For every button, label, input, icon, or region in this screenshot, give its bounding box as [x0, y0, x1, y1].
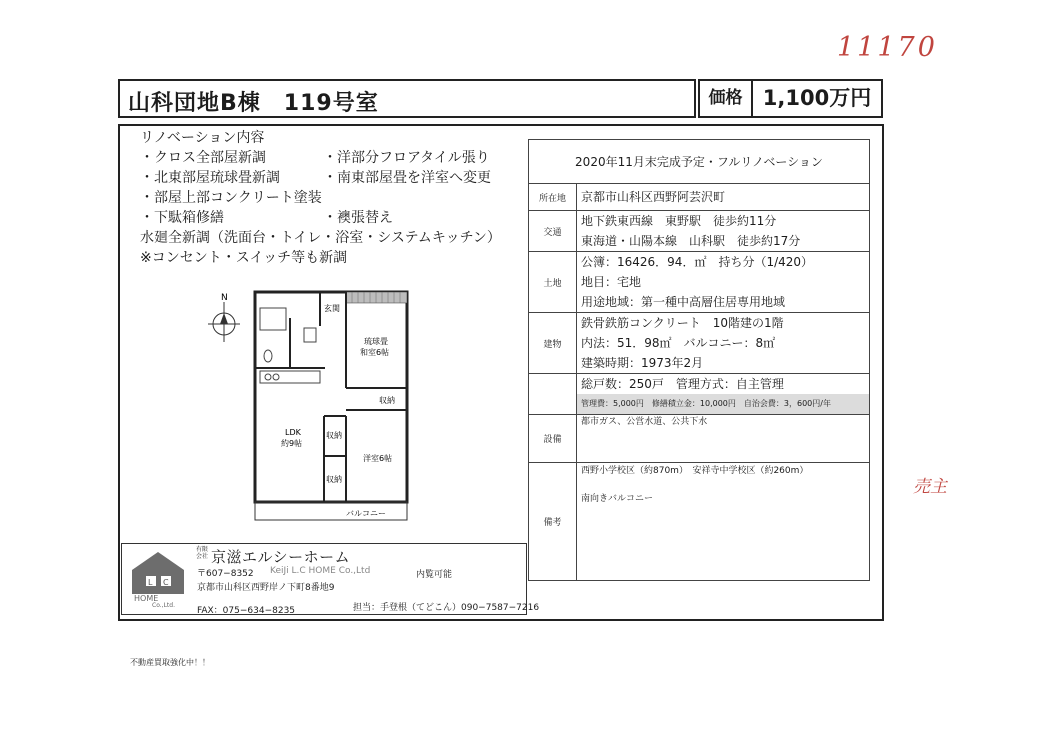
- compass-icon: [208, 302, 240, 342]
- fees-line: 管理費：5,000円 修繕積立金：10,000円 自治会費：3，600円/年: [577, 394, 869, 414]
- row-value: 西野小学校区（約870m） 安祥寺中学校区（約260m）: [581, 466, 809, 476]
- contact-person: 担当：手登根（てどこん）090−7587−7216: [353, 603, 540, 613]
- room-yoshitsu: 洋室6帖: [363, 454, 393, 463]
- row-value: 用途地域：第一種中高層住居専用地域: [581, 295, 786, 309]
- property-details-table: [528, 139, 870, 581]
- table-row: [529, 252, 870, 313]
- headline: 2020年11月末完成予定・フルリノベーション: [529, 140, 870, 184]
- handwritten-sold-mark: 売主: [913, 477, 947, 497]
- floor-plan: [200, 278, 422, 530]
- room-genkan: 玄関: [324, 304, 340, 313]
- renovation-section: [140, 128, 501, 268]
- company-name-en: KeiJi L.C HOME Co.,Ltd: [270, 566, 371, 576]
- renovation-item: ・北東部屋琉球畳新調: [140, 170, 280, 186]
- room-balcony: バルコニー: [346, 509, 386, 518]
- row-value: 鉄骨鉄筋コンクリート 10階建の1階: [581, 316, 784, 330]
- logo-letter-c: C: [163, 578, 169, 587]
- table-row: [529, 415, 870, 463]
- company-type: [196, 546, 208, 560]
- company-type-line: 有限: [196, 546, 209, 553]
- renovation-item: ・下駄箱修繕: [140, 210, 224, 226]
- table-row: [529, 184, 870, 211]
- row-label: 交通: [529, 211, 577, 252]
- page-title: 山科団地B棟 119号室: [128, 91, 379, 116]
- row-value: 東海道・山陽本線 山科駅 徒歩約17分: [581, 234, 801, 248]
- renovation-row: [140, 148, 501, 168]
- row-value: 南向きバルコニー: [581, 494, 654, 504]
- logo-subtext: Co.,Ltd.: [152, 602, 175, 608]
- renovation-outlets: ※コンセント・スイッチ等も新調: [140, 250, 348, 266]
- company-fax: FAX：075−634−8235: [197, 606, 296, 616]
- row-label: 備考: [529, 463, 577, 581]
- row-value: 建築時期：1973年2月: [581, 356, 704, 370]
- room-ryukyu-size: 和室6帖: [360, 348, 390, 357]
- renovation-item: ・洋部分フロアタイル張り: [323, 150, 490, 166]
- room-storage-1: 収納: [379, 396, 395, 405]
- table-row: [529, 211, 870, 252]
- renovation-row: [140, 168, 501, 188]
- renovation-item: ・クロス全部屋新調: [140, 150, 266, 166]
- closet-hatching: [346, 292, 407, 303]
- row-label: 建物: [529, 313, 577, 374]
- company-postal: 〒607−8352: [197, 569, 254, 579]
- table-row: [529, 313, 870, 374]
- table-row: [529, 463, 870, 581]
- renovation-row: [140, 208, 501, 228]
- row-value: 地下鉄東西線 東野駅 徒歩約11分: [581, 214, 777, 228]
- row-label: [529, 374, 577, 415]
- renovation-item: ・部屋上部コンクリート塗装: [140, 190, 322, 206]
- row-label: 設備: [529, 415, 577, 463]
- toilet-icon: [264, 350, 272, 362]
- company-logo-icon: [130, 550, 186, 608]
- renovation-item: ・襖張替え: [323, 210, 393, 226]
- row-label: 所在地: [529, 184, 577, 211]
- room-storage-3: 収納: [326, 475, 342, 484]
- renovation-item: ・南東部屋畳を洋室へ変更: [323, 170, 491, 186]
- row-label: 土地: [529, 252, 577, 313]
- renovation-water: 水廻全新調（洗面台・トイレ・浴室・システムキッチン）: [140, 230, 501, 246]
- row-value: 都市ガス、公営水道、公共下水: [581, 417, 708, 427]
- company-address: 京都市山科区西野岸ノ下町8番地9: [197, 583, 335, 593]
- room-ldk-size: 約9帖: [281, 439, 303, 448]
- room-storage-2: 収納: [326, 431, 342, 440]
- row-value: 公簿：16426．94．㎡ 持ち分（1/420）: [581, 255, 814, 269]
- table-row: [529, 374, 870, 415]
- room-ryukyu-label: 琉球畳: [364, 337, 388, 346]
- room-ldk-label: LDK: [285, 428, 301, 437]
- logo-text: HOME: [134, 594, 159, 603]
- row-value: 内法：51．98㎡ バルコニー：8㎡: [581, 336, 776, 350]
- company-name: 京滋エルシーホーム: [211, 548, 351, 566]
- row-value: 総戸数：250戸 管理方式：自主管理: [581, 377, 784, 391]
- preview-available: 内覧可能: [416, 570, 453, 580]
- handwritten-number: 11170: [837, 32, 938, 63]
- kitchen-counter-icon: [260, 371, 320, 383]
- row-value: 京都市山科区西野阿芸沢町: [581, 190, 726, 204]
- row-value: 地目：宅地: [581, 275, 642, 289]
- logo-letter-l: L: [148, 578, 153, 587]
- bathtub-icon: [260, 308, 286, 330]
- price-value: 1,100万円: [753, 79, 883, 118]
- washbasin-icon: [304, 328, 316, 342]
- renovation-row: [140, 188, 501, 208]
- price-label: 価格: [698, 79, 753, 118]
- renovation-heading: リノベーション内容: [140, 130, 265, 146]
- company-type-line: 会社: [196, 553, 209, 560]
- footer-note: 不動産買取強化中！！: [130, 658, 210, 667]
- compass-label: N: [221, 293, 228, 303]
